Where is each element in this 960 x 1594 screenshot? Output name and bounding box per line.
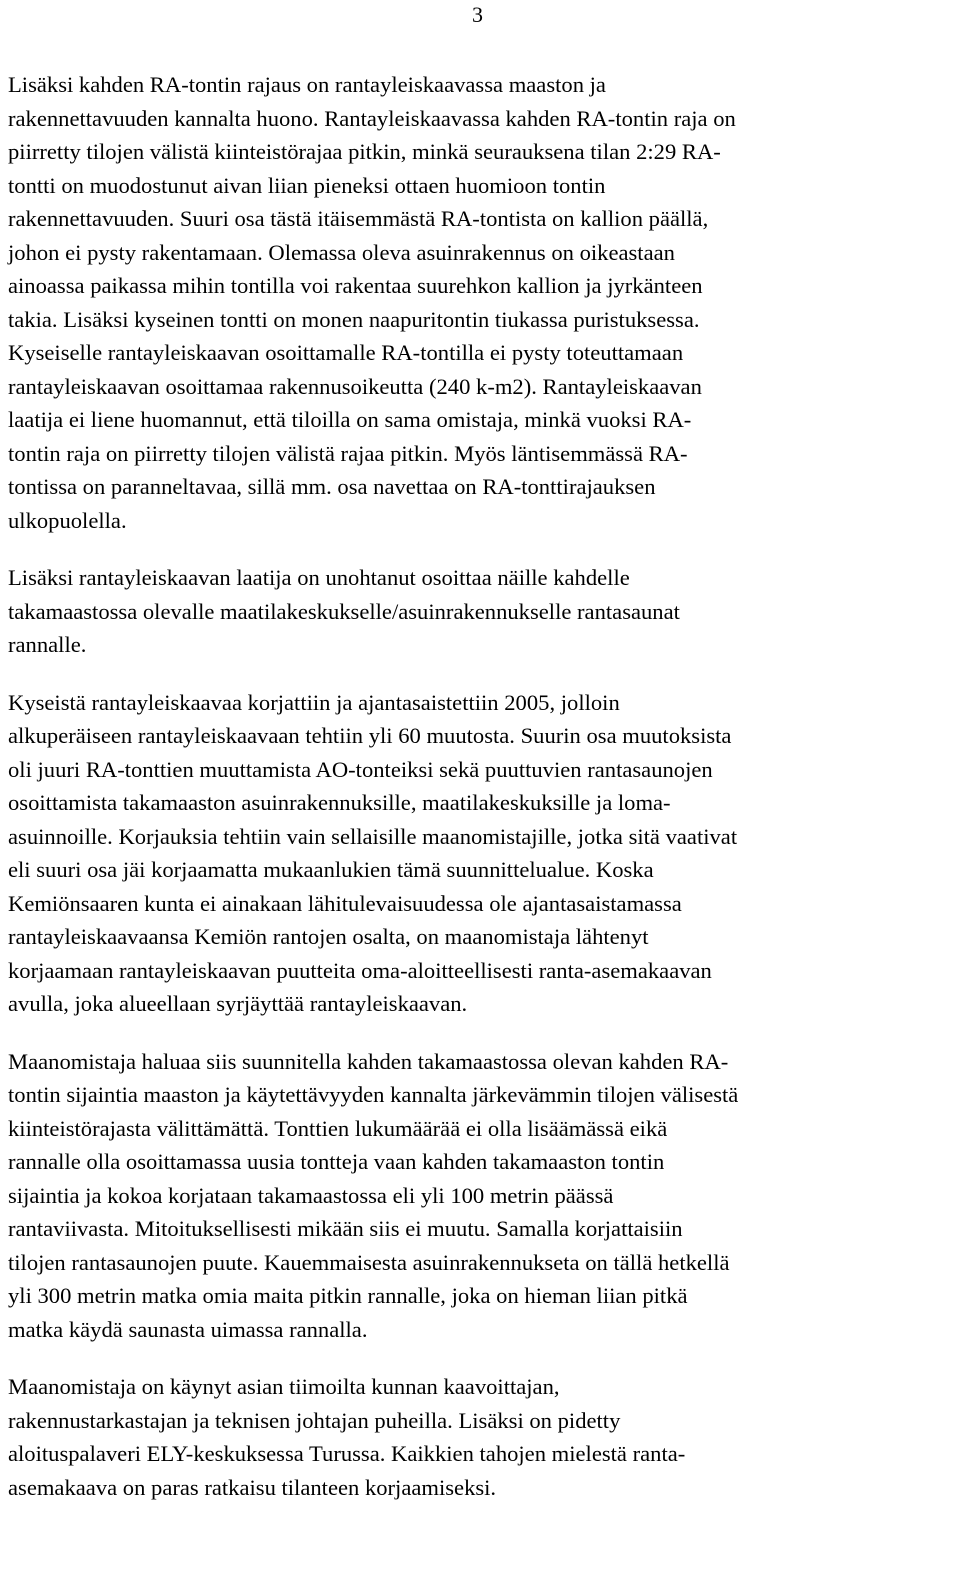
text-line: tontissa on paranneltavaa, sillä mm. osa navettaa on RA-tonttirajauksen <box>8 474 656 499</box>
text-line: asuinnoille. Korjauksia tehtiin vain sellaisille maanomistajille, jotka sitä vaativat <box>8 823 738 849</box>
text-line: sijaintia ja kokoa korjataan takamaastossa eli yli 100 metrin päässä <box>8 1182 614 1208</box>
text-line: tontin sijaintia maaston ja käytettävyyden kannalta järkevämmin tilojen välisestä <box>8 1082 739 1107</box>
text-line: rannalle. <box>8 632 87 657</box>
page-number: 3 <box>472 2 483 27</box>
text-line: Lisäksi rantayleiskaavan laatija on unohtanut osoittaa näille kahdelle <box>8 565 630 590</box>
text-line: Lisäksi kahden RA-tontin rajaus on rantayleiskaavassa maaston ja <box>8 72 606 97</box>
text-line: rakennettavuuden kannalta huono. Rantayleiskaavassa kahden RA-tontin raja on <box>8 105 736 131</box>
paragraph-1 <box>8 68 948 537</box>
paragraph-5 <box>8 1370 948 1504</box>
text-line: alkuperäiseen rantayleiskaavaan tehtiin yli 60 muutosta. Suurin osa muutoksista <box>8 723 732 748</box>
text-line: rakennettavuuden. Suuri osa tästä itäisemmästä RA-tontista on kallion päällä, <box>8 206 709 231</box>
text-line: eli suuri osa jäi korjaamatta mukaanlukien tämä suunnittelualue. Koska <box>8 857 654 882</box>
document-body <box>8 68 948 1528</box>
text-line: Kemiönsaaren kunta ei ainakaan lähitulevaisuudessa ole ajantasaistamassa <box>8 890 682 916</box>
text-line: Maanomistaja haluaa siis suunnitella kahden takamaastossa olevan kahden RA- <box>8 1048 729 1074</box>
paragraph-3 <box>8 686 948 1021</box>
text-line: matka käydä saunasta uimassa rannalla. <box>8 1316 368 1342</box>
text-line: yli 300 metrin matka omia maita pitkin rannalle, joka on hieman liian pitkä <box>8 1283 688 1308</box>
text-line: rantayleiskaavan osoittamaa rakennusoikeutta (240 k-m2). Rantayleiskaavan <box>8 373 702 399</box>
text-line: osoittamista takamaaston asuinrakennuksille, maatilakeskuksille ja loma- <box>8 790 671 815</box>
text-line: rannalle olla osoittamassa uusia tontteja vaan kahden takamaaston tontin <box>8 1149 665 1174</box>
text-line: korjaamaan rantayleiskaavan puutteita oma-aloitteellisesti ranta-asemakaavan <box>8 957 712 983</box>
text-line: tilojen rantasaunojen puute. Kauemmaisesta asuinrakennukseta on tällä hetkellä <box>8 1249 730 1275</box>
text-line: Kyseiselle rantayleiskaavan osoittamalle RA-tontilla ei pysty toteuttamaan <box>8 340 684 365</box>
text-line: asemakaava on paras ratkaisu tilanteen korjaamiseksi. <box>8 1474 497 1500</box>
text-line: oli juuri RA-tonttien muuttamista AO-tonteiksi sekä puuttuvien rantasaunojen <box>8 756 713 782</box>
text-line: ulkopuolella. <box>8 507 127 533</box>
text-line: tontin raja on piirretty tilojen välistä rajaa pitkin. Myös läntisemmässä RA- <box>8 440 688 466</box>
text-line: kiinteistörajasta välittämättä. Tonttien lukumäärää ei olla lisäämässä eikä <box>8 1115 668 1141</box>
text-line: piirretty tilojen välistä kiinteistörajaa pitkin, minkä seurauksena tilan 2:29 RA- <box>8 139 721 164</box>
text-line: aloituspalaveri ELY-keskuksessa Turussa. Kaikkien tahojen mielestä ranta- <box>8 1441 686 1466</box>
text-line: johon ei pysty rakentamaan. Olemassa oleva asuinrakennus on oikeastaan <box>8 239 675 265</box>
text-line: laatija ei liene huomannut, että tiloilla on sama omistaja, minkä vuoksi RA- <box>8 407 692 432</box>
text-line: takia. Lisäksi kyseinen tontti on monen naapuritontin tiukassa puristuksessa. <box>8 306 700 332</box>
text-line: tontti on muodostunut aivan liian pieneksi ottaen huomioon tontin <box>8 172 606 198</box>
text-line: rantaviivasta. Mitoituksellisesti mikään siis ei muutu. Samalla korjattaisiin <box>8 1216 683 1241</box>
text-line: ainoassa paikassa mihin tontilla voi rakentaa suurehkon kallion ja jyrkänteen <box>8 273 703 298</box>
text-line: avulla, joka alueellaan syrjäyttää rantayleiskaavan. <box>8 991 468 1016</box>
text-line: rantayleiskaavaansa Kemiön rantojen osalta, on maanomistaja lähtenyt <box>8 924 649 949</box>
paragraph-4 <box>8 1045 948 1347</box>
text-line: takamaastossa olevalle maatilakeskukselle/asuinrakennukselle rantasaunat <box>8 598 680 624</box>
text-line: rakennustarkastajan ja teknisen johtajan puheilla. Lisäksi on pidetty <box>8 1407 621 1433</box>
text-line: Maanomistaja on käynyt asian tiimoilta kunnan kaavoittajan, <box>8 1374 560 1399</box>
paragraph-2 <box>8 561 948 662</box>
text-line: Kyseistä rantayleiskaavaa korjattiin ja ajantasaistettiin 2005, jolloin <box>8 689 620 715</box>
